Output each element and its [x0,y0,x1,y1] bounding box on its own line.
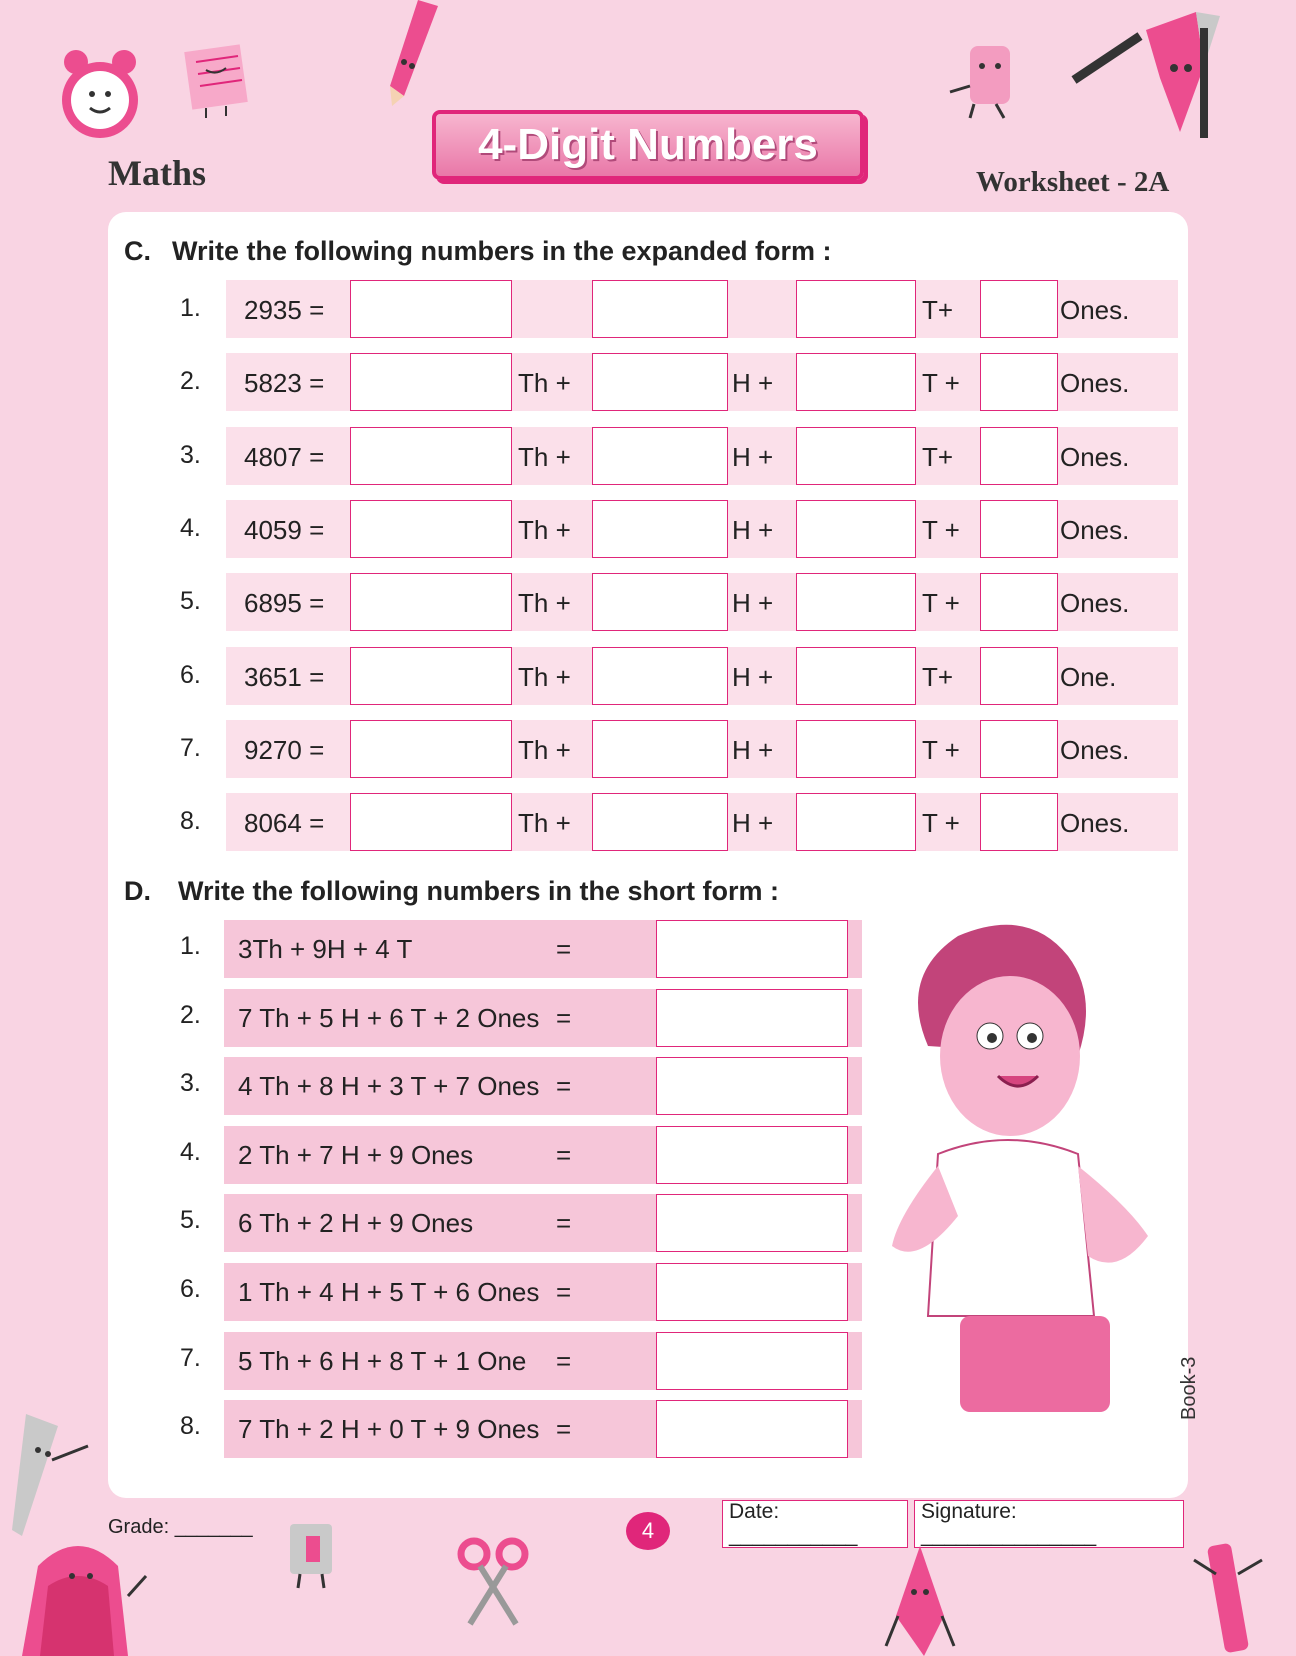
hundreds-answer-box[interactable] [592,573,728,631]
thousands-label: Th + [518,588,571,618]
short-form-answer-box[interactable] [656,989,848,1047]
hundreds-label: H + [732,368,774,398]
ones-label: Ones. [1060,515,1130,545]
tens-answer-box[interactable] [796,427,916,485]
tens-label: T+ [922,662,954,692]
thousands-answer-box[interactable] [350,793,512,851]
thousands-answer-box[interactable] [350,500,512,558]
tens-answer-box[interactable] [796,353,916,411]
thousands-answer-box[interactable] [350,427,512,485]
section-d-letter: D. [124,876,151,906]
ones-answer-box[interactable] [980,500,1058,558]
d-row-number: 6. [180,1275,201,1303]
d-row-number: 2. [180,1001,201,1029]
d-row-equals: = [556,1414,572,1444]
short-form-answer-box[interactable] [656,920,848,978]
short-form-answer-box[interactable] [656,1057,848,1115]
c-row-value: 9270 = [244,735,325,765]
thousands-label: Th + [518,808,571,838]
c-row-number: 7. [180,734,201,762]
tens-answer-box[interactable] [796,647,916,705]
boy-illustration [888,916,1160,1412]
ruler-icon [8,1410,92,1536]
alarm-clock-icon [54,44,146,144]
short-form-answer-box[interactable] [656,1263,848,1321]
tens-label: T+ [922,442,954,472]
section-c-letter: C. [124,236,151,266]
hundreds-label: H + [732,735,774,765]
thousands-label: Th + [518,368,571,398]
section-c-instruction: Write the following numbers in the expanded form : [172,236,832,266]
short-form-answer-box[interactable] [656,1400,848,1458]
section-d-heading [124,876,779,907]
d-row-expression: 5 Th + 6 H + 8 T + 1 One [238,1346,527,1376]
c-row-value: 6895 = [244,588,325,618]
hundreds-answer-box[interactable] [592,647,728,705]
section-d-instruction: Write the following numbers in the short form : [178,876,780,906]
hundreds-label: H + [732,515,774,545]
thousands-answer-box[interactable] [350,647,512,705]
worksheet-number: Worksheet - 2A [976,166,1170,198]
eraser-icon [944,42,1024,122]
d-row-number: 5. [180,1206,201,1234]
tens-label: T + [922,368,960,398]
d-row-expression: 7 Th + 2 H + 0 T + 9 Ones [238,1414,540,1444]
tens-label: T + [922,588,960,618]
hundreds-label: H + [732,442,774,472]
thousands-answer-box[interactable] [350,573,512,631]
d-row-equals: = [556,1071,572,1101]
ones-answer-box[interactable] [980,647,1058,705]
pencil-footer-icon [884,1546,956,1656]
ones-label: Ones. [1060,368,1130,398]
tens-answer-box[interactable] [796,280,916,338]
short-form-answer-box[interactable] [656,1194,848,1252]
ones-answer-box[interactable] [980,720,1058,778]
c-row-value: 5823 = [244,368,325,398]
ones-label: Ones. [1060,442,1130,472]
ones-answer-box[interactable] [980,793,1058,851]
hundreds-answer-box[interactable] [592,427,728,485]
ones-answer-box[interactable] [980,573,1058,631]
c-row-number: 6. [180,661,201,689]
ones-answer-box[interactable] [980,280,1058,338]
tens-answer-box[interactable] [796,793,916,851]
c-row-number: 5. [180,587,201,615]
section-c-heading [124,236,832,267]
thousands-label: Th + [518,442,571,472]
tens-label: T + [922,515,960,545]
tens-label: T+ [922,295,954,325]
short-form-answer-box[interactable] [656,1332,848,1390]
hundreds-answer-box[interactable] [592,720,728,778]
thousands-label: Th + [518,735,571,765]
worksheet-title: 4-Digit Numbers [432,110,864,180]
tens-answer-box[interactable] [796,500,916,558]
grade-label: Grade: _______ [108,1516,253,1538]
c-row-value: 3651 = [244,662,325,692]
pencil-character-icon [1070,8,1220,138]
d-row-expression: 2 Th + 7 H + 9 Ones [238,1140,474,1170]
ones-label: Ones. [1060,735,1130,765]
thousands-answer-box[interactable] [350,353,512,411]
hundreds-answer-box[interactable] [592,793,728,851]
c-row-number: 4. [180,514,201,542]
d-row-equals: = [556,1208,572,1238]
hundreds-label: H + [732,588,774,618]
d-row-expression: 3Th + 9H + 4 T [238,934,413,964]
d-row-equals: = [556,1277,572,1307]
ones-label: Ones. [1060,295,1130,325]
tens-answer-box[interactable] [796,720,916,778]
short-form-answer-box[interactable] [656,1126,848,1184]
c-row-number: 1. [180,294,201,322]
d-row-number: 8. [180,1412,201,1440]
date-field[interactable]: Date: ___________ [722,1500,908,1548]
d-row-equals: = [556,1346,572,1376]
signature-field[interactable]: Signature: _______________ [914,1500,1184,1548]
c-row-value: 2935 = [244,295,325,325]
thousands-label: Th + [518,662,571,692]
ones-label: Ones. [1060,808,1130,838]
d-row-equals: = [556,934,572,964]
hundreds-answer-box[interactable] [592,353,728,411]
subject-label: Maths [108,153,206,193]
notepad-icon [176,42,256,120]
d-row-expression: 7 Th + 5 H + 6 T + 2 Ones [238,1003,540,1033]
d-row-number: 7. [180,1344,201,1372]
pencil-icon [382,0,442,108]
d-row-number: 4. [180,1138,201,1166]
book-label: Book-3 [1178,1356,1200,1420]
hundreds-label: H + [732,662,774,692]
c-row-value: 4807 = [244,442,325,472]
tens-label: T + [922,735,960,765]
ones-answer-box[interactable] [980,427,1058,485]
thousands-answer-box[interactable] [350,280,512,338]
thousands-label: Th + [518,515,571,545]
d-row-number: 1. [180,932,201,960]
hundreds-label: H + [732,808,774,838]
ones-label: Ones. [1060,588,1130,618]
c-row-value: 4059 = [244,515,325,545]
ones-answer-box[interactable] [980,353,1058,411]
d-row-equals: = [556,1140,572,1170]
c-row-number: 2. [180,367,201,395]
d-row-number: 3. [180,1069,201,1097]
sharpener-icon [282,1518,342,1590]
pen-character-icon [1192,1540,1264,1656]
ones-label: One. [1060,662,1117,692]
c-row-value: 8064 = [244,808,325,838]
tens-label: T + [922,808,960,838]
hundreds-answer-box[interactable] [592,280,728,338]
c-row-number: 3. [180,441,201,469]
page-number: 4 [626,1512,670,1550]
d-row-expression: 1 Th + 4 H + 5 T + 6 Ones [238,1277,540,1307]
d-row-expression: 6 Th + 2 H + 9 Ones [238,1208,474,1238]
thousands-answer-box[interactable] [350,720,512,778]
tens-answer-box[interactable] [796,573,916,631]
d-row-expression: 4 Th + 8 H + 3 T + 7 Ones [238,1071,540,1101]
c-row-number: 8. [180,807,201,835]
scissors-icon [456,1534,530,1626]
backpack-icon [18,1526,148,1656]
d-row-equals: = [556,1003,572,1033]
hundreds-answer-box[interactable] [592,500,728,558]
